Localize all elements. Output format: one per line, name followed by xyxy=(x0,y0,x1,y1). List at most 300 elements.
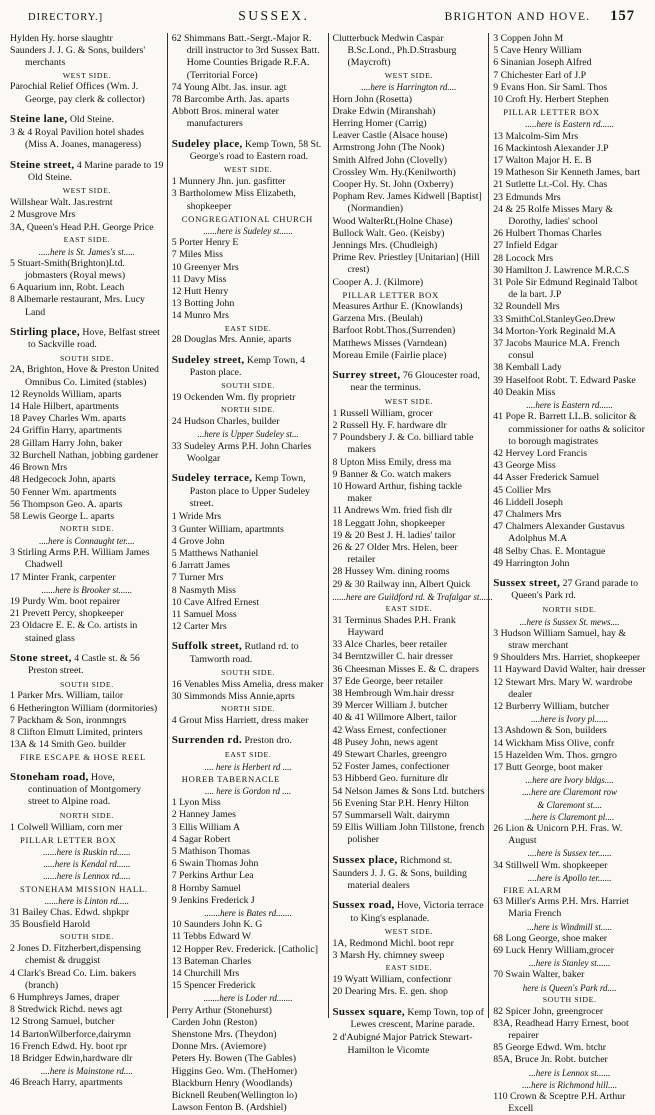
directory-entry: 7 Turner Mrs xyxy=(171,572,224,584)
directory-entry: Perry Arthur (Stonehurst) xyxy=(171,1004,272,1016)
directory-entry: 10 Cave Alfred Ernest xyxy=(171,596,260,608)
street-name: Sussex square, xyxy=(332,1005,405,1018)
landmark-label: PILLAR LETTER BOX xyxy=(503,107,600,118)
directory-entry: 30 Simmonds Miss Annie,aprts xyxy=(171,691,295,703)
directory-entry: 17 Butt George, boot maker xyxy=(493,761,603,773)
directory-entry: 44 Asser Frederick Samuel xyxy=(493,472,600,484)
side-label: NORTH SIDE. xyxy=(59,524,114,534)
directory-entry: 6 Sinanian Joseph Alfred xyxy=(493,57,592,69)
side-label: NORTH SIDE. xyxy=(59,810,114,820)
street-heading: Stone street, 4 Castle st. & 56 Preston street. xyxy=(10,651,140,677)
directory-entry: Moreau Emile (Fairlie place) xyxy=(332,349,447,361)
directory-entry: 7 Miles Miss xyxy=(171,249,223,261)
directory-entry: Bicknell Reuben(Wellington lo) xyxy=(171,1090,298,1102)
directory-entry: 18 Leggatt John, shopkeeper xyxy=(332,517,446,529)
directory-entry: 40 & 41 Willmore Albert, tailor xyxy=(332,712,457,724)
directory-entry: 1 Wride Mrs xyxy=(171,511,222,523)
side-label: SOUTH SIDE. xyxy=(542,994,597,1004)
directory-entry: 13 Malcolm-Sim Mrs xyxy=(493,130,579,142)
side-label: WEST SIDE. xyxy=(384,927,434,937)
directory-entry: 36 Cheesman Misses E. & C. drapers xyxy=(332,663,479,675)
directory-entry: 12 Reynolds William, aparts xyxy=(10,388,122,400)
directory-entry: 41 Pope R. Barrett LL.B. solicitor & commissioner for oaths & solicitor to borough magistrates xyxy=(493,411,645,447)
directory-entry: 19 Purdy Wm. boot repairer xyxy=(10,595,121,607)
directory-entry: 5 Porter Henry E xyxy=(171,237,239,249)
cross-street-note: ....here is Harrington rd.... xyxy=(361,82,457,93)
landmark-label: PILLAR LETTER BOX xyxy=(20,834,117,845)
side-label: WEST SIDE. xyxy=(62,186,112,196)
directory-entry: 3 Marsh Hy. chimney sweep xyxy=(332,950,445,962)
street-heading: Steine street, 4 Marine parade to 19 Old Steine. xyxy=(10,158,164,184)
directory-entry: 12 Strong Samuel, butcher xyxy=(10,1016,115,1028)
directory-entry: 57 Summarsell Walt. dairymn xyxy=(332,809,450,821)
street-heading: Sudeley place, Kemp Town, 58 St. George's road to Eastern road. xyxy=(171,137,322,163)
directory-entry: 8 Albemarle restaurant, Mrs. Lucy Land xyxy=(10,294,145,318)
directory-entry: Barfoot Robt.Thos.(Surrenden) xyxy=(332,325,456,337)
cross-street-note: .....here is St. James's st..... xyxy=(38,246,136,257)
directory-entry: 32 Roundell Mrs xyxy=(493,301,560,313)
cross-street-note: ...here are Ivory bldgs.... xyxy=(525,775,614,786)
directory-entry: Abbott Bros. mineral water manufacturers xyxy=(171,106,279,130)
directory-entry: 1 Lyon Miss xyxy=(171,797,221,809)
cross-street-note: .......here is Bates rd....... xyxy=(204,908,292,918)
directory-entry: Saunders J. J. G. & Sons, building material dealers xyxy=(332,868,467,892)
directory-entry: 8 Upton Miss Emily, dress ma xyxy=(332,456,452,468)
directory-entry: 5 Stuart-Smith(Brighton)Ltd. jobmasters (Royal mews) xyxy=(10,257,126,282)
directory-entry: 42 Hervey Lord Francis xyxy=(493,447,588,459)
directory-entry: 6 Swain Thomas John xyxy=(171,858,259,870)
directory-entry: 3 Hudson William Samuel, hay & straw merchant xyxy=(493,627,627,651)
side-label: SOUTH SIDE. xyxy=(221,381,276,391)
directory-entry: 2A, Brighton, Hove & Preston United Omnibus Co. Limited (stables) xyxy=(10,364,159,388)
directory-entry: 2 Musgrove Mrs xyxy=(10,209,76,221)
directory-entry: 1A, Redmond Michl. boot repr xyxy=(332,938,454,950)
directory-entry: 28 Locock Mrs xyxy=(493,252,554,264)
directory-entry: 35 Bousfield Harold xyxy=(10,919,90,931)
side-label: SOUTH SIDE. xyxy=(59,932,114,942)
directory-entry: Leaver Castle (Alsace house) xyxy=(332,130,448,142)
street-name: Stirling place, xyxy=(10,325,80,338)
directory-entry: 49 Harrington John xyxy=(493,557,570,569)
street-heading: Sussex street, 27 Grand parade to Queen's Park rd. xyxy=(493,576,638,602)
directory-entry: 7 Perkins Arthur Lea xyxy=(171,870,254,882)
directory-entry: 1 Russell William, grocer xyxy=(332,407,433,419)
directory-entry: Prime Rev. Priestley [Unitarian] (Hill crest) xyxy=(332,252,480,276)
directory-entry: Crossley Wm. Hy.(Kenilworth) xyxy=(332,166,456,178)
directory-entry: 16 Venables Miss Amelia, dress maker xyxy=(171,678,324,690)
landmark-label: FIRE ESCAPE & HOSE REEL xyxy=(20,752,146,763)
directory-entry: 4 Clark's Bread Co. Lim. bakers (branch) xyxy=(10,967,137,991)
street-name: Surrenden rd. xyxy=(171,734,243,747)
directory-entry: 3 Gunter William, apartmnts xyxy=(171,523,284,535)
directory-entry: Matthews Misses (Varndean) xyxy=(332,337,447,349)
street-heading: Sussex place, Richmond st. xyxy=(332,853,453,866)
directory-entry: 6 Aquarium inn, Robt. Leach xyxy=(10,282,125,294)
street-name: Sudeley terrace, xyxy=(171,472,253,485)
cross-street-note: .......here is Loder rd....... xyxy=(203,993,293,1004)
directory-entry: 21 Prevett Percy, shopkeeper xyxy=(10,608,124,620)
directory-entry: 11 Andrews Wm. fried fish dlr xyxy=(332,505,453,517)
directory-entry: 37 Jacobs Maurice M.A. French consul xyxy=(493,338,620,362)
directory-entry: 1 Colwell William, corn mer xyxy=(10,821,123,833)
directory-entry: 13 Bateman Charles xyxy=(171,955,252,967)
cross-street-note: ....here is Mainstone rd.... xyxy=(40,1066,133,1077)
directory-entry: 49 Stewart Charles, greengro xyxy=(332,748,447,760)
directory-entry: 13 Ashdown & Son, builders xyxy=(493,725,607,737)
cross-street-note: ...here is Sussex St. mews.... xyxy=(519,616,620,627)
directory-entry: 46 Breach Harry, apartments xyxy=(10,1077,123,1089)
street-name: Steine street, xyxy=(10,158,75,171)
cross-street-note: ....here is Ivory pl...... xyxy=(531,714,609,725)
directory-entry: 31 Terminus Shades P.H. Frank Hayward xyxy=(332,614,456,638)
side-label: EAST SIDE. xyxy=(224,323,272,333)
directory-entry: 59 Ellis William John Tillstone, french polisher xyxy=(332,822,485,846)
column-4 xyxy=(488,33,649,1115)
cross-street-note: ....here is Eastern rd...... xyxy=(526,400,613,411)
directory-entry: 82 Spicer John, greengrocer xyxy=(493,1005,604,1017)
directory-entry: 10 Croft Hy. Herbert Stephen xyxy=(493,94,609,106)
street-heading: Sussex square, Kemp Town, top of Lewes crescent, Marine parade. xyxy=(332,1005,484,1031)
side-label: SOUTH SIDE. xyxy=(59,353,114,363)
directory-entry: 12 Stewart Mrs. Mary W. wardrobe dealer xyxy=(493,676,633,700)
directory-entry: 33 Sudeley Arms P.H. John Charles Woolgar xyxy=(171,440,312,464)
cross-street-note: ...here is Claremont pl.... xyxy=(524,811,615,822)
directory-entry: 38 Hembrough Wm.hair dressr xyxy=(332,687,455,699)
landmark-label: HOREB TABERNACLE xyxy=(181,773,281,784)
directory-entry: 62 Shimmans Batt.-Sergt.-Major R. drill instructor to 3rd Sussex Batt. Home Counties Brigade R.F.A. (Territorial Force) xyxy=(171,33,320,81)
cross-street-note: ....here is Richmond hill.... xyxy=(522,1079,618,1090)
side-label: NORTH SIDE. xyxy=(221,704,276,714)
directory-entry: 10 Howard Arthur, fishing tackle maker xyxy=(332,480,462,505)
street-name: Stoneham road, xyxy=(10,770,89,783)
directory-entry: Parochial Relief Offices (Wm. J. George, pay clerk & collector) xyxy=(10,81,145,105)
cross-street-note: ....here are Claremont row xyxy=(522,787,618,798)
directory-entry: 34 Stillwell Wm. shopkeeper xyxy=(493,859,608,871)
directory-entry: Lawson Fenton B. (Ardshiel) xyxy=(171,1102,287,1114)
directory-entry: 11 Hayward David Walter, hair dresser xyxy=(493,664,646,676)
directory-entry: 47 Chalmers Mrs xyxy=(493,508,562,520)
directory-entry: 13A & 14 Smith Geo. builder xyxy=(10,739,126,751)
directory-entry: Blackburn Henry (Woodlands) xyxy=(171,1077,293,1089)
directory-entry: Cooper Hy. St. John (Oxberry) xyxy=(332,179,454,191)
directory-entry: 45 Collier Mrs xyxy=(493,484,551,496)
directory-entry: 74 Young Albt. Jas. insur. agt xyxy=(171,81,287,93)
header-county-title: SUSSEX. xyxy=(238,8,310,23)
side-label: NORTH SIDE. xyxy=(221,405,276,415)
directory-entry: Drake Edwin (Miranshah) xyxy=(332,105,436,117)
directory-entry: 18 Pavey Charles Wm. aparts xyxy=(10,413,126,425)
directory-entry: 28 Douglas Mrs. Annie, aparts xyxy=(171,334,292,346)
side-label: EAST SIDE. xyxy=(63,234,111,244)
directory-entry: 2 Russell Hy. F. hardware dlr xyxy=(332,419,447,431)
directory-entry: 53 Hibberd Geo. furniture dlr xyxy=(332,773,449,785)
directory-entry: 10 Greenyer Mrs xyxy=(171,261,239,273)
directory-entry: 28 Hussey Wm. dining rooms xyxy=(332,566,450,578)
directory-entry: 10 Saunders John K. G xyxy=(171,919,263,931)
street-name: Sudeley street, xyxy=(171,353,245,366)
directory-entry: 34 Morton-York Reginald M.A xyxy=(493,325,616,337)
directory-entry: 83A, Readhead Harry Ernest, boot repairer xyxy=(493,1017,629,1042)
cross-street-note: .....here is Eastern rd...... xyxy=(525,119,615,130)
side-label: WEST SIDE. xyxy=(384,396,434,406)
directory-entry: 9 Banner & Co. watch makers xyxy=(332,468,452,480)
directory-entry: Willshear Walt. Jas.restrnt xyxy=(10,197,113,209)
directory-entry: 56 Thompson Geo. A. aparts xyxy=(10,498,123,510)
street-heading: Stoneham road, Hove, continuation of Montgomery street to Alpine road. xyxy=(10,770,142,808)
street-heading: Steine lane, Old Steine. xyxy=(10,112,114,125)
directory-entry: 14 Churchill Mrs xyxy=(171,968,240,980)
directory-entry: 7 Packham & Son, ironmngrs xyxy=(10,714,127,726)
directory-entry: 50 Fenner Wm. apartments xyxy=(10,486,117,498)
street-name: Suffolk street, xyxy=(171,640,243,653)
directory-entry: 19 Ockenden Wm. fly proprietr xyxy=(171,392,296,404)
directory-entry: 15 Spencer Frederick xyxy=(171,980,256,992)
directory-columns xyxy=(6,33,649,1115)
directory-entry: 46 Liddell Joseph xyxy=(493,496,563,508)
directory-entry: Cooper A. J. (Kilmore) xyxy=(332,276,424,288)
directory-entry: 70 Swain Walter, baker xyxy=(493,969,585,981)
directory-entry: Popham Rev. James Kidwell [Baptist] (Normandien) xyxy=(332,191,482,215)
directory-entry: 16 Mackintosh Alexander J.P xyxy=(493,142,609,154)
directory-entry: 110 Crown & Sceptre P.H. Arthur Excell xyxy=(493,1091,626,1115)
street-heading: Surrey street, 76 Gloucester road, near the terminus. xyxy=(332,369,480,394)
directory-entry: 48 Selby Chas. E. Montague xyxy=(493,545,606,557)
directory-entry: Saunders J. J. G. & Sons, builders' merchants xyxy=(10,45,146,69)
cross-street-note: ....here is Apollo ter...... xyxy=(527,872,612,883)
directory-entry: 34 Berntzwiller C. hair dresser xyxy=(332,651,454,663)
directory-entry: 11 Tebbs Edward W xyxy=(171,931,252,943)
directory-entry: 85 George Edwd. Wm. btchr xyxy=(493,1042,607,1054)
street-heading: Sudeley street, Kemp Town, 4 Paston place. xyxy=(171,353,306,379)
directory-entry: 39 Haselfoot Robt. T. Edward Paske xyxy=(493,374,636,386)
directory-entry: 19 & 20 Best J. H. ladies' tailor xyxy=(332,529,456,541)
directory-entry: 32 Burchell Nathan, jobbing gardener xyxy=(10,449,159,461)
directory-entry: Jennings Mrs. (Chudleigh) xyxy=(332,240,438,252)
cross-street-note: ......here are Guildford rd. & Trafalgar st...... xyxy=(332,591,493,602)
directory-entry: 9 Shoulders Mrs. Harriet, shopkeeper xyxy=(493,652,641,664)
street-heading: Stirling place, Hove, Belfast street to Sackville road. xyxy=(10,325,160,351)
directory-entry: 6 Jarratt James xyxy=(171,560,230,572)
street-heading: Sussex road, Hove, Victoria terrace to King's esplanade. xyxy=(332,899,484,924)
directory-entry: 12 Hutt Henry xyxy=(171,286,229,298)
directory-entry: 54 Nelson James & Sons Ltd. butchers xyxy=(332,785,485,797)
directory-entry: 2 Hanney James xyxy=(171,809,236,821)
directory-entry: Armstrong John (The Nook) xyxy=(332,142,445,154)
directory-entry: 17 Minter Frank, carpenter xyxy=(10,571,116,583)
directory-entry: 26 & 27 Older Mrs. Helen, beer retailer xyxy=(332,541,458,566)
directory-entry: 2 Jones D. Fitzherbert,dispensing chemist & druggist xyxy=(10,943,141,967)
directory-entry: Clutterbuck Medwin Caspar B.Sc.Lond., Ph.D.Strasburg (Maycroft) xyxy=(332,33,457,69)
directory-entry: 14 Hale Hilbert, apartments xyxy=(10,401,119,413)
cross-street-note: & Claremont st.... xyxy=(537,799,602,810)
page-number: 157 xyxy=(610,8,635,24)
cross-street-note: ......here is Ruskin rd...... xyxy=(43,846,131,857)
landmark-label: CONGREGATIONAL CHURCH xyxy=(181,213,313,224)
side-label: EAST SIDE. xyxy=(385,963,433,973)
directory-entry: 78 Barcombe Arth. Jas. aparts xyxy=(171,94,290,106)
street-name: Sussex place, xyxy=(332,853,398,866)
directory-entry: Bullock Walt. Geo. (Keisby) xyxy=(332,227,445,239)
directory-entry: 7 Poundsbery J. & Co. billiard table makers xyxy=(332,432,474,456)
directory-entry: 24 Griffin Harry, apartments xyxy=(10,425,122,437)
directory-entry: 31 Bailey Chas. Edwd. shpkpr xyxy=(10,907,130,918)
directory-entry: 23 Edmunds Mrs xyxy=(493,191,561,203)
directory-entry: 2 d'Aubigné Major Patrick Stewart-Hamilton le Vicomte xyxy=(332,1032,473,1056)
directory-entry: 8 Nasmyth Miss xyxy=(171,584,236,596)
directory-entry: Donne Mrs. (Aviemore) xyxy=(171,1041,266,1053)
directory-entry: 42 Wass Ernest, confectioner xyxy=(332,724,447,736)
directory-entry: 5 Cave Henry William xyxy=(493,45,582,57)
cross-street-note: .... here is Gordon rd .... xyxy=(205,785,292,796)
directory-entry: 27 Infield Edgar xyxy=(493,240,558,252)
street-name: Steine lane, xyxy=(10,112,68,125)
cross-street-note: ......here is Linton rd..... xyxy=(44,895,130,906)
cross-street-note: ......here is Sudeley st...... xyxy=(203,226,293,237)
directory-entry: 26 Hulbert Thomas Charles xyxy=(493,228,602,240)
directory-entry: 11 Samuel Moss xyxy=(171,608,237,620)
cross-street-note: ......here is Lennox rd..... xyxy=(43,871,131,882)
directory-entry: 5 Matthews Nathaniel xyxy=(171,547,259,559)
column-2 xyxy=(167,33,328,1114)
directory-entry: Carden John (Reston) xyxy=(171,1016,258,1028)
side-label: WEST SIDE. xyxy=(223,165,273,175)
directory-entry: 4 Grout Miss Harriett, dress maker xyxy=(171,715,309,727)
directory-entry: 14 Wickham Miss Olive, confr xyxy=(493,737,615,749)
street-name: Sussex road, xyxy=(332,899,395,912)
directory-entry: 8 Clifton Elmutt Limited, printers xyxy=(10,726,143,738)
directory-entry: 9 Jenkins Frederick J xyxy=(171,894,255,906)
street-heading: Surrenden rd. Preston dro. xyxy=(171,734,292,747)
directory-entry: 3A, Queen's Head P.H. George Price xyxy=(10,221,154,233)
running-header xyxy=(6,5,649,25)
directory-entry: 14 Munro Mrs xyxy=(171,310,229,322)
directory-entry: 48 Hedgecock John, aparts xyxy=(10,474,116,486)
directory-entry: 43 George Miss xyxy=(493,460,556,472)
directory-entry: 11 Davy Miss xyxy=(171,273,227,285)
side-label: SOUTH SIDE. xyxy=(59,679,114,689)
directory-entry: Shenstone Mrs. (Theydon) xyxy=(171,1029,277,1041)
column-1 xyxy=(6,33,167,1089)
directory-entry: 4 Grove John xyxy=(171,535,225,547)
street-heading: Sudeley terrace, Kemp Town, Paston place to Upper Sudeley street. xyxy=(171,472,311,509)
directory-entry: 26 Lion & Unicorn P.H. Fras. W. August xyxy=(493,823,623,847)
directory-entry: 68 Long George, shoe maker xyxy=(493,932,608,944)
directory-entry: 4 Sagar Robert xyxy=(171,833,231,845)
directory-entry: 18 Bridger Edwin,hardware dlr xyxy=(10,1053,133,1065)
directory-entry: 8 Stredwick Richd. news agt xyxy=(10,1004,123,1016)
cross-street-note: .....here is Kendal rd...... xyxy=(43,859,131,870)
directory-entry: 7 Chichester Earl of J.P xyxy=(493,69,587,81)
cross-street-note: ...here is Windmill st..... xyxy=(527,921,613,932)
directory-entry: Herring Homer (Carrig) xyxy=(332,118,427,130)
cross-street-note: .... here is Herbert rd .... xyxy=(204,761,292,772)
directory-entry: Garzena Mrs. (Beulah) xyxy=(332,313,423,325)
directory-entry: 47 Chalmers Alexander Gustavus Adolphus M.A xyxy=(493,521,625,545)
side-label: SOUTH SIDE. xyxy=(221,668,276,678)
header-right-group xyxy=(445,7,635,25)
landmark-label: STONEHAM MISSION HALL. xyxy=(20,883,148,894)
side-label: WEST SIDE. xyxy=(62,70,112,80)
directory-entry: 6 Humphreys James, draper xyxy=(10,992,120,1004)
directory-entry: Higgins Geo. Wm. (TheHomer) xyxy=(171,1065,297,1077)
directory-entry: 24 Hudson Charles, builder xyxy=(171,416,280,428)
directory-entry: 39 Mercer William J. butcher xyxy=(332,700,448,712)
directory-entry: 3 Bartholomew Miss Elizabeth, shopkeeper xyxy=(171,188,296,212)
directory-entry: 58 Lewis George L. aparts xyxy=(10,510,115,522)
directory-entry: 69 Luck Henry William,grocer xyxy=(493,945,615,957)
directory-entry: 33 Alce Charles, beer retailer xyxy=(332,639,448,651)
cross-street-note: ....here is Sussex ter...... xyxy=(527,848,612,859)
directory-entry: 12 Hopper Rev. Frederick. [Catholic] xyxy=(171,943,319,955)
directory-entry: Horn John (Rosetta) xyxy=(332,93,412,105)
directory-entry: 12 Burberry William, butcher xyxy=(493,700,610,712)
landmark-label: FIRE ALARM xyxy=(503,885,562,896)
directory-entry: 19 Matheson Sir Kenneth James, bart xyxy=(493,167,641,179)
directory-entry: 40 Deakin Miss xyxy=(493,386,556,398)
street-name: Surrey street, xyxy=(332,369,401,382)
directory-entry: 38 Kemball Lady xyxy=(493,362,562,374)
directory-entry: 33 SmithCol.StanleyGeo.Drew xyxy=(493,313,616,325)
directory-entry: 1 Munnery Jhn. jun. gasfitter xyxy=(171,176,286,188)
directory-entry: 14 BartonWilberforce,dairymn xyxy=(10,1028,131,1040)
directory-entry: 31 Pole Sir Edmund Reginald Talbot de la bart. J.P xyxy=(493,277,638,301)
side-label: EAST SIDE. xyxy=(224,749,272,759)
directory-entry: 17 Walton Major H. E. B xyxy=(493,155,592,167)
cross-street-note: ...here is Stanley st...... xyxy=(529,958,611,969)
directory-entry: Hylden Hy. horse slaughtr xyxy=(10,33,113,44)
directory-entry: 56 Evening Star P.H. Henry Hilton xyxy=(332,797,469,809)
directory-entry: 28 Gillam Harry John, baker xyxy=(10,437,123,449)
directory-entry: 30 Hamilton J. Lawrence M.R.C.S xyxy=(493,264,630,276)
street-name: Sudeley place, xyxy=(171,137,243,150)
directory-entry: 3 Stirling Arms P.H. William James Chadwell xyxy=(10,547,150,571)
landmark-label: PILLAR LETTER BOX xyxy=(342,289,439,300)
directory-entry: 15 Hazelden Wm. Thos. grngro xyxy=(493,749,617,761)
directory-entry: 12 Carter Mrs xyxy=(171,621,227,633)
directory-entry: Wood WalterRt.(Holne Chase) xyxy=(332,215,453,227)
cross-street-note: ......here is Brooker st...... xyxy=(41,584,133,595)
directory-entry: Smith Alfred John (Clovelly) xyxy=(332,154,448,166)
directory-entry: 85A, Bruce Jn. Robt. butcher xyxy=(493,1054,608,1066)
side-label: WEST SIDE. xyxy=(384,70,434,80)
header-left-label: DIRECTORY.] xyxy=(28,12,104,23)
directory-entry: 9 Evans Hon. Sir Saml. Thos xyxy=(493,81,608,93)
cross-street-note: ...here is Upper Sudeley st... xyxy=(197,429,299,440)
directory-entry: 13 Botting John xyxy=(171,298,235,310)
directory-entry: 3 Coppen John M xyxy=(493,33,564,44)
street-name: Stone street, xyxy=(10,651,72,664)
street-heading: Suffolk street, Rutland rd. to Tamworth road. xyxy=(171,640,299,665)
directory-entry: 21 Sutlette Lt.-Col. Hy. Chas xyxy=(493,179,608,191)
directory-entry: 16 French Edwd. Hy. boot rpr xyxy=(10,1040,128,1052)
directory-entry: Peters Hy. Bowen (The Gables) xyxy=(171,1053,296,1065)
directory-entry: 6 Hetherington William (dormitories) xyxy=(10,702,158,714)
directory-entry: 37 Ede George, beer retailer xyxy=(332,675,444,687)
directory-entry: 20 Dearing Mrs. E. gen. shop xyxy=(332,986,448,998)
directory-entry: 3 & 4 Royal Pavilion hotel shades (Miss A. Joanes, manageress) xyxy=(10,127,144,151)
directory-entry: Measures Arthur E. (Knowlands) xyxy=(332,301,463,313)
directory-entry: 1 Parker Mrs. William, tailor xyxy=(10,690,124,702)
directory-entry: 5 Mathison Thomas xyxy=(171,845,250,857)
side-label: NORTH SIDE. xyxy=(542,604,597,614)
directory-entry: 3 Ellis William A xyxy=(171,821,241,833)
directory-entry: 46 Brown Mrs xyxy=(10,462,68,474)
header-section-title: BRIGHTON AND HOVE. xyxy=(444,11,591,23)
cross-street-note: ...here is Lennox st...... xyxy=(529,1067,611,1078)
directory-entry: 52 Foster James, confectioner xyxy=(332,761,450,773)
street-name: Sussex street, xyxy=(493,576,561,589)
directory-entry: 63 Miller's Arms P.H. Mrs. Harriet Maria French xyxy=(493,896,629,920)
